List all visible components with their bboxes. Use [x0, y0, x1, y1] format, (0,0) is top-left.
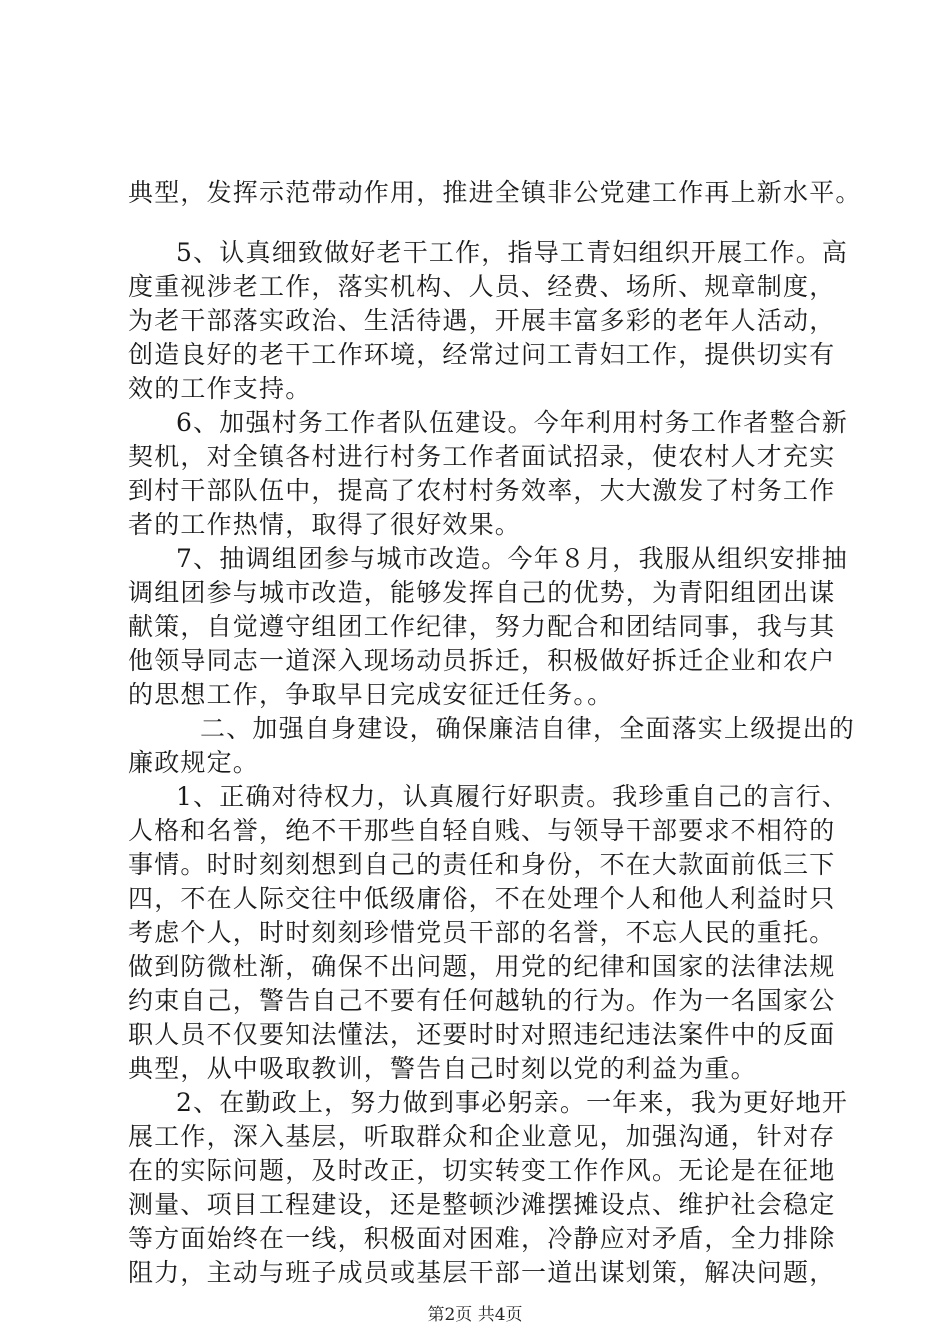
text-line: 考虑个人，时时刻刻珍惜党员干部的名誉，不忘人民的重托。 [128, 918, 836, 947]
text-line: 职人员不仅要知法懂法，还要时时对照违纪违法案件中的反面 [128, 1020, 836, 1049]
text-line: 四，不在人际交往中低级庸俗，不在处理个人和他人利益时只 [128, 884, 836, 913]
text-line: 7、抽调组团参与城市改造。今年８月，我服从组织安排抽 [176, 544, 849, 573]
text-line: 阻力，主动与班子成员或基层干部一道出谋划策，解决问题， [128, 1258, 836, 1287]
text-line: 效的工作支持。 [128, 374, 312, 403]
text-line: 典型，发挥示范带动作用，推进全镇非公党建工作再上新水平。 [128, 178, 862, 207]
text-line: 为老干部落实政治、生活待遇，开展丰富多彩的老年人活动， [128, 306, 836, 335]
text-line: 到村干部队伍中，提高了农村村务效率，大大激发了村务工作 [128, 476, 836, 505]
text-line: 廉政规定。 [128, 748, 260, 777]
text-line: 5、认真细致做好老干工作，指导工青妇组织开展工作。高 [176, 238, 849, 267]
text-line: 事情。时时刻刻想到自己的责任和身份，不在大款面前低三下 [128, 850, 836, 879]
text-line: 献策，自觉遵守组团工作纪律，努力配合和团结同事，我与其 [128, 612, 836, 641]
section-heading-line: 二、加强自身建设，确保廉洁自律，全面落实上级提出的 [200, 714, 856, 743]
text-line: 契机，对全镇各村进行村务工作者面试招录，使农村人才充实 [128, 442, 836, 471]
text-line: 在的实际问题，及时改正，切实转变工作作风。无论是在征地 [128, 1156, 836, 1185]
text-line: 度重视涉老工作，落实机构、人员、经费、场所、规章制度， [128, 272, 836, 301]
text-line: 约束自己，警告自己不要有任何越轨的行为。作为一名国家公 [128, 986, 836, 1015]
page-number-footer: 第2页 共4页 [427, 1305, 523, 1325]
text-line: 调组团参与城市改造，能够发挥自己的优势，为青阳组团出谋 [128, 578, 836, 607]
text-line: 2、在勤政上，努力做到事必躬亲。一年来，我为更好地开 [176, 1088, 849, 1117]
text-line: 者的工作热情，取得了很好效果。 [128, 510, 522, 539]
text-line: 等方面始终在一线，积极面对困难，冷静应对矛盾，全力排除 [128, 1224, 836, 1253]
text-line: 展工作，深入基层，听取群众和企业意见，加强沟通，针对存 [128, 1122, 836, 1151]
text-line: 创造良好的老干工作环境，经常过问工青妇工作，提供切实有 [128, 340, 836, 369]
text-line: 做到防微杜渐，确保不出问题，用党的纪律和国家的法律法规 [128, 952, 836, 981]
text-line: 人格和名誉，绝不干那些自轻自贱、与领导干部要求不相符的 [128, 816, 836, 845]
text-line: 典型，从中吸取教训，警告自己时刻以党的利益为重。 [128, 1054, 757, 1083]
text-line: 的思想工作，争取早日完成安征迁任务。。 [128, 680, 614, 709]
text-line: 6、加强村务工作者队伍建设。今年利用村务工作者整合新 [176, 408, 849, 437]
text-line: 测量、项目工程建设，还是整顿沙滩摆摊设点、维护社会稳定 [128, 1190, 836, 1219]
text-line: 他领导同志一道深入现场动员拆迁，积极做好拆迁企业和农户 [128, 646, 836, 675]
text-line: 1、正确对待权力，认真履行好职责。我珍重自己的言行、 [176, 782, 849, 811]
